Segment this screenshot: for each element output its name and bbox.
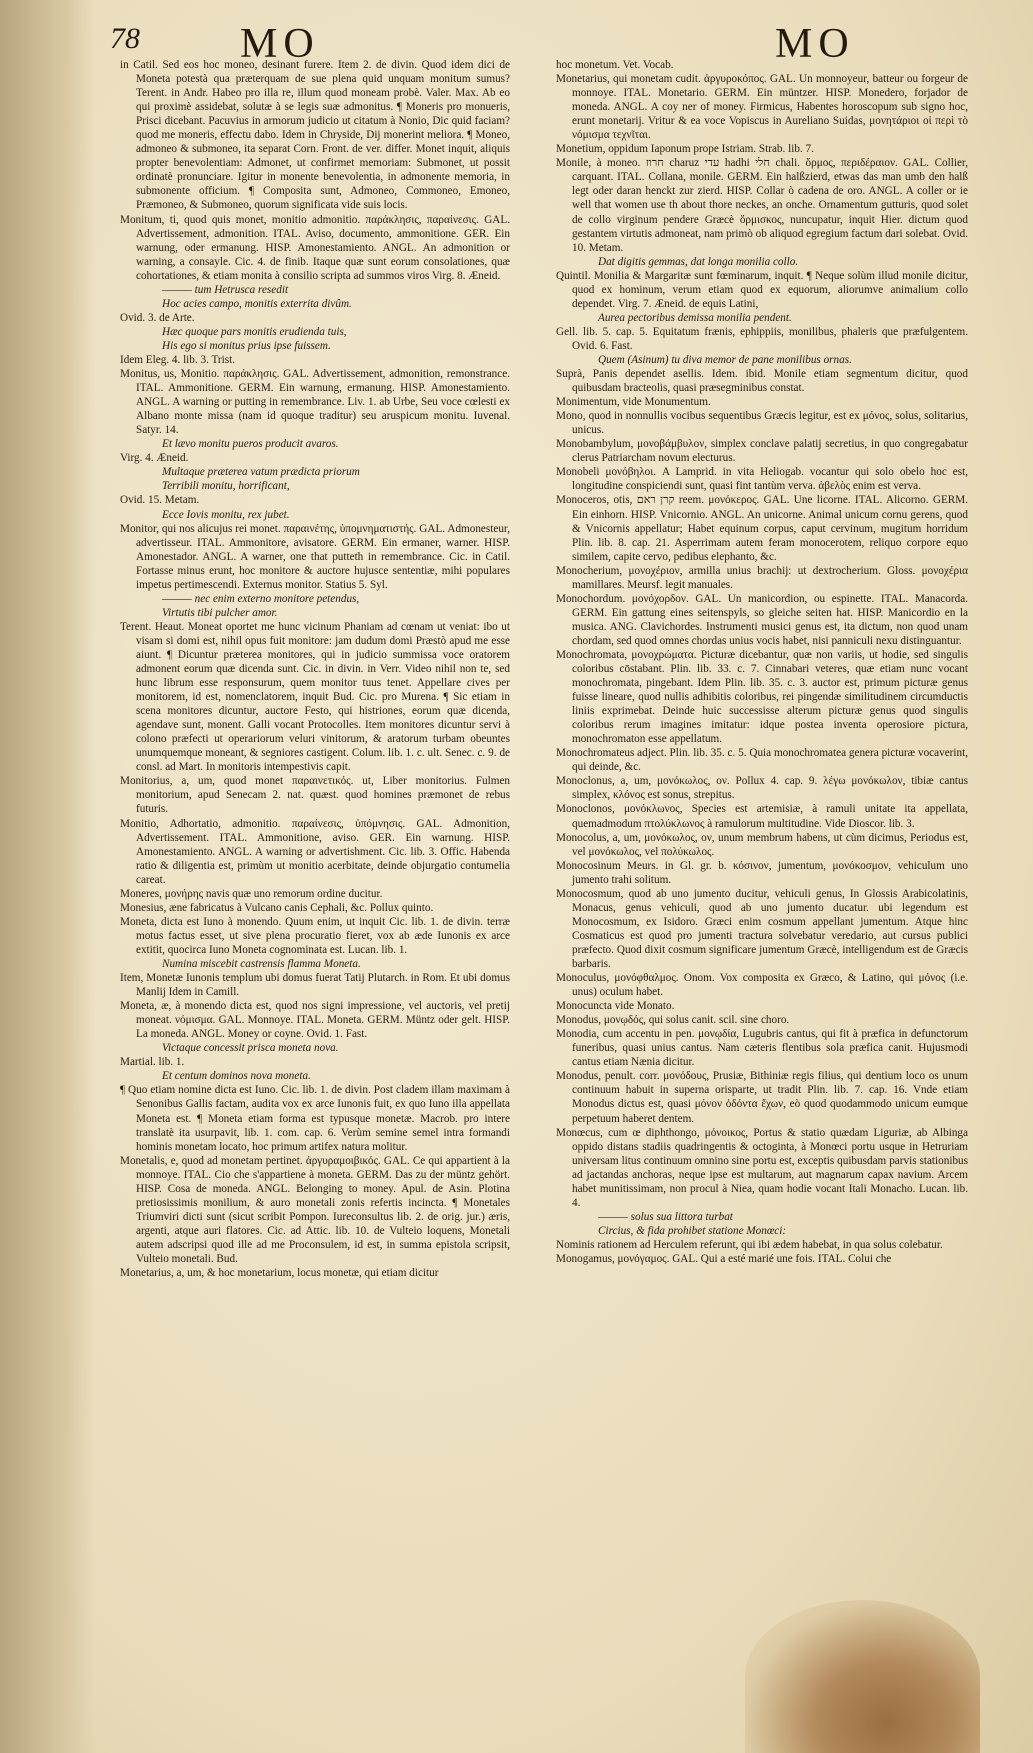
dictionary-entry: Monoclonus, a, um, μονόκωλος, ον. Pollux 4. cap. 9. λέγω μονόκωλον, tibiæ cantus simplex, κλόνος est sonus, strepitus. (556, 775, 968, 802)
page-gutter-shadow (0, 0, 95, 1753)
dictionary-entry: Monimentum, vide Monumentum. (556, 396, 711, 409)
verse-quote: Et lævo monitu pueros producit avaros. (162, 438, 339, 451)
dictionary-entry: Monocosmum, quod ab uno jumento ducitur, vehiculi genus, In Glossis Arabicolatinis, Monacus, genus vehiculi, quod ab uno jumento ducatur. ubi legendum est Monocosmum, ex Isidoro. Græci enim cosmum appellant jumentum. Atque hinc Cosmaticus est quod pro jumenti tractura solvebatur veredario, aut cursus publici præfecto. Quod dixit cosmum significare jumentum Græcè, intelligendum est de Græcis barbaris. (556, 887, 968, 970)
dictionary-entry: Monochromateus adject. Plin. lib. 35. c. 5. Quia monochromatea genera picturæ vocaverint, qui deinde, &c. (556, 747, 968, 774)
dictionary-entry: Monetarius, a, um, & hoc monetarium, locus monetæ, qui etiam dicitur (120, 1267, 439, 1280)
dictionary-entry: Moneta, dicta est Iuno à monendo. Quum enim, ut inquit Cic. lib. 1. de divin. terræ motus factus esset, ut sive plena procuratio fieret, vox ab æde Iunonis ex arce extitit, quocirca Iuno Moneta cognominata est. Lucan. lib. 1. (120, 915, 510, 956)
dictionary-entry: Virg. 4. Æneid. (120, 452, 189, 465)
dictionary-entry: Monile, à moneo. חרוז charuz עדי hadhi חלי chali. ὅρμος, περιδέραιον. GAL. Collier, carquant. ITAL. Collana, monile. GERM. Ein halßzierd, etwas das man umb den halß legt oder daran henckt zur zierd. HISP. Collar ò cadena de oro. ANGL. A coller or ie well that women use th about thore neckes, an onche. Ornamentum gutturis, quod solet de collo virginum pendere Græcè ὅρμισκος, nuncupatur, inquit Hier. dictum quod gestantem virtutis admoneat, nam primò ob aliquod egregium factum dari solebat. Ovid. 10. Metam. (556, 157, 968, 254)
running-head-right: MO (775, 21, 855, 67)
left-column (120, 58, 510, 1698)
dictionary-entry: Quintil. Monilia & Margaritæ sunt fœminarum, inquit. ¶ Neque solùm illud monile dicitur, quod ex hominum, verum etiam quod ex equorum, aliorumve animalium collo dependet. Virg. 7. Æneid. de equis Latini, (556, 269, 968, 310)
verse-quote: Virtutis tibi pulcher amor. (162, 606, 278, 619)
dictionary-entry: Monocosinum Meurs. in Gl. gr. b. κόσινον, jumentum, μονόκοσμον, vehiculum uno jumento trahi solitum. (556, 859, 968, 886)
dictionary-entry: Idem Eleg. 4. lib. 3. Trist. (120, 353, 235, 366)
verse-quote: ——— tum Hetrusca resedit (162, 283, 289, 296)
verse-quote: Victaque concessit prisca moneta nova. (162, 1042, 339, 1055)
dictionary-entry: in Catil. Sed eos hoc moneo, desinant furere. Item 2. de divin. Quod idem dici de Moneta potestà qua præterquam de sue plena quid unquam monitum sumus? Terent. in Andr. Habeo pro illa re, illum quod moneam probè. Valer. Max. Ab eo qui proximè assidebat, solutæ à se legis suæ admonitus. ¶ Moneris pro monueris, Prisci dicebant. Pacuvius in armorum judicio ut citatum à Nonio, Dic quid faciam? quod me moneris, effectu dabo. Idem in Chryside, Dij monerint meliora. ¶ Moneo, admoneo & submoneo, ita separat Corn. Front. de ver. differ. Monet inquit, aliquis propter benevolentiam: Admonet, ut confirmet memoriam: Submonet, ut possit ordinatè pronunciare. Igitur in monente benevolentia, in admonente memoria, in submonente officium. ¶ Composita sunt, Admoneo, Commoneo, Emoneo, Præmoneo, & Submoneo, quorum significata vide suis locis. (120, 59, 510, 212)
dictionary-entry: Monetium, oppidum Iaponum prope Istriam. Strab. lib. 7. (556, 143, 814, 156)
dictionary-entry: Monocherium, μονοχέριον, armilla unius brachij: ut dextrocherium. Gloss. μονοχέρια mamillares. Meursf. legit manuales. (556, 564, 968, 591)
dictionary-entry: Monodus, μονῳδός, qui solus canit. scil. sine choro. (556, 1014, 790, 1027)
dictionary-entry: Monochordum. μονόχορδον. GAL. Un manicordion, ou espinette. ITAL. Manacorda. GERM. Ein gattung eines seitenspyls, so gleiche seiten hat. HISP. Manicordio en la musica. ANG. Clavichordes. Instrumenti musici genus est, ita dictum, non quod unam chordam, sed quod omnes chordas unius vocis habet, nisi panniculi nexu distinguantur. (556, 592, 968, 647)
dictionary-entry: Monodia, cum accentu in pen. μονῳδία, Lugubris cantus, qui fit à præfica in defunctorum funeribus, quasi unius cantus. Nam cæteris flentibus sola præfica canit. Hujusmodi cantus etiam Nænia dicitur. (556, 1028, 968, 1069)
verse-quote: Circius, & fida prohibet statione Monœci: (598, 1224, 787, 1237)
dictionary-entry: Monobambylum, μονοβάμβυλον, simplex conclave palatij secretius, in quo congregabatur clerus Patriarcham novum electurus. (556, 438, 968, 465)
dictionary-entry: ¶ Quo etiam nomine dicta est Iuno. Cic. lib. 1. de divin. Post cladem illam maximam à Senonibus Gallis factam, audita vox ex arce Iunonis fuit, ex quo Iuno illa appellata Moneta est. ¶ Moneta etiam forma est typusque monetæ. Macrob. pro intere translatè ita usurpavit, lib. 1. com. cap. 6. Verùm semine semel intra formandi hominis monetam locato, hoc primum artifex natura molitur. (120, 1084, 510, 1153)
dictionary-entry: Ovid. 3. de Arte. (120, 311, 195, 324)
dictionary-entry: hoc monetum. Vet. Vocab. (556, 59, 674, 71)
water-stain (745, 1600, 980, 1753)
dictionary-entry: Item, Monetæ Iunonis templum ubi domus fuerat Tatij Plutarch. in Rom. Et ubi domus Manlij Idem in Camill. (120, 972, 510, 999)
verse-quote: Hæc quoque pars monitis erudienda tuis, (162, 325, 347, 338)
dictionary-entry: Monitio, Adhortatio, admonitio. παραίνεσις, ὑπόμνησις. GAL. Admonition, Advertissement. ITAL. Ammonitione, aviso. GER. Ein warnung. HISP. Amonestamiento. ANGL. A warning or advertishment. Cic. lib. 3. Offic. Habenda ratio & diligentia est, primùm ut monitio acerbitate, deinde objurgatio contumelia careat. (120, 817, 510, 886)
dictionary-entry: Monoclonos, μονόκλωνος, Species est artemisiæ, à ramuli unitate ita appellata, quemadmodum πτολύκλωνος à ramulorum multitudine. Vide Dioscor. lib. 3. (556, 803, 968, 830)
dictionary-entry: Monocolus, a, um, μονόκωλος, ον, unum membrum habens, ut cùm dicimus, Periodus est, vel μονόκωλος, vel πολύκωλος. (556, 831, 968, 858)
dictionary-entry: Monitum, ti, quod quis monet, monitio admonitio. παράκλησις, παραίνεσις. GAL. Advertissement, admonition. ITAL. Aviso, documento, ammonitione. GER. Ein warnung, oder ermanung. HISP. Amonestamiento. ANGL. An admonition or warning, a consayle. Cic. 4. de finib. Itaque quæ sunt eorum consolationes, quæ cohortationes, & etiam monita à consilio scripta ad summos viros Virg. 8. Æneid. (120, 213, 510, 282)
dictionary-entry: Monetalis, e, quod ad monetam pertinet. ἀργυραμοιβικός. GAL. Ce qui appartient à la monnoye. ITAL. Cio che s'appartiene à moneta. GERM. Das zu der müntz gehört. HISP. Cosa de moneda. ANGL. Belonging to money. Apul. de Asin. Plotina pretiosissimis monilium, & auro monetali zonis refertis incincta. ¶ Monetales Triumviri dicti sunt (sicut scribit Pompon. Iureconsultus lib. 2. de orig. jur.) æris, argenti, atque auri flatores. Cic. ad Attic. lib. 10. de Vulteio loquens, Monetali autem adscripsi quod ille ad me Proconsulem, id est, in summa epistola scripsit, Vulteio monetali. Bud. (120, 1154, 510, 1265)
verse-quote: Quem (Asinum) tu diva memor de pane monilibus ornas. (598, 353, 852, 366)
right-column (556, 58, 968, 1698)
dictionary-entry: Monobeli μονόβηλοι. A Lamprid. in vita Heliogab. vocantur qui solo obelo hoc est, longitudine conspiciendi sunt, quasi fint tantùm verva. ἀβελὸς enim est verva. (556, 466, 968, 493)
dictionary-entry: Monitorius, a, um, quod monet παραινετικός. ut, Liber monitorius. Fulmen monitorium, apud Senecam 2. nat. quæst. quod homines præmonet de rebus futuris. (120, 775, 510, 816)
verse-quote: Hoc acies campo, monitis exterrita divûm. (162, 297, 352, 310)
dictionary-entry: Martial. lib. 1. (120, 1056, 185, 1069)
dictionary-entry: Terent. Heaut. Moneat oportet me hunc vicinum Phaniam ad cœnam ut veniat: ibo ut visam si domi est, nihil opus fuit monitore: jam dudum domi Præstò apud me esse aiunt. ¶ Dicuntur præterea monitores, qui in judicio summissa voce oratorem admonent eorum quæ dicenda sunt. Cic. in divin. in Verr. Video nihil non te, sed hunc librum esse responsurum, quem monitor tuus tenet. Appellare cives per monitorem, id est, nomenclatorem, inquit Bud. Cic. pro Murena. ¶ Sic etiam in scena monitores dicuntur, auctore Festo, qui histriones, eorum quæ dicenda, agendave sunt, monent. Galli vocant Protocolles. Item monitores dicuntur servi à colono præfecti ut operariorum veluri vinitorum, & aratorum turbam obeuntes unumquemque moneant, & segniores castigent. Colum. lib. 1. c. ult. Senec. c. 9. de consl. ad Mart. In monitoris intempestivis capit. (120, 620, 510, 774)
dictionary-entry: Monitor, qui nos alicujus rei monet. παραινέτης, ὑπομνηματιστής. GAL. Admonesteur, advertisseur. ITAL. Ammonitore, avisatore. GERM. Ein ermaner, warner. HISP. Amonestador. ANGL. A warner, one that putteth in remembrance. Cic. in Catil. Fortasse minus erunt, hoc monitore & auctore hujusce sententiæ, mihi populares impetus pertimescendi. Externus monitor. Statius 5. Syl. (120, 522, 510, 591)
dictionary-entry: Moneta, æ, à monendo dicta est, quod nos signi impressione, vel auctoris, vel pretij moneat. νόμισμα. GAL. Monnoye. ITAL. Moneta. GERM. Müntz oder gelt. HISP. La moneda. ANGL. Money or coyne. Ovid. 1. Fast. (120, 1000, 510, 1041)
dictionary-entry: Monogamus, μονόγαμος. GAL. Qui a esté marié une fois. ITAL. Colui che (556, 1252, 892, 1265)
verse-quote: Ecce Iovis monitu, rex jubet. (162, 508, 290, 521)
verse-quote: Aurea pectoribus demissa monilia pendent. (598, 311, 792, 324)
verse-quote: ——— nec enim externo monitore petendus, (162, 592, 360, 605)
dictionary-entry: Monitus, us, Monitio. παράκλησις. GAL. Advertissement, admonition, remonstrance. ITAL. Ammonitione. GERM. Ein warnung, ermanung. HISP. Amonestamiento. ANGL. A warning or putting in remembrance. Liv. 1. ab Urbe, Seu voce cœlesti ex Albano monte missa (nam id quoque traditur) seu aruspicum monitu. Iuvenal. Satyr. 14. (120, 368, 510, 437)
dictionary-entry: Nominis rationem ad Herculem referunt, qui ibi ædem habebat, in qua solus colebatur. (556, 1238, 943, 1251)
running-head-left: MO (240, 21, 320, 67)
verse-quote: Numina miscebit castrensis flamma Moneta. (162, 958, 361, 970)
verse-quote: His ego si monitus prius ipse fuissem. (162, 339, 331, 352)
verse-quote: Dat digitis gemmas, dat longa monilia collo. (598, 255, 799, 268)
dictionary-entry: Monoculus, μονόφθαλμος. Onom. Vox composita ex Græco, & Latino, qui μόνος (i.e. unus) oculum habet. (556, 972, 968, 999)
dictionary-entry: Moneres, μονήρης navis quæ uno remorum ordine ducitur. (120, 887, 383, 900)
dictionary-entry: Suprà, Panis dependet asellis. Idem. ibid. Monile etiam segmentum dicitur, quod quibusdam bracteolis, quasi præsegminibus constat. (556, 368, 968, 395)
dictionary-entry: Monodus, penult. corr. μονόδους, Prusiæ, Bithiniæ regis filius, qui dentium loco os unum continuum habuit in superna orisparte, ut tradit Plin. lib. 7. cap. 16. Vnde etiam Monodus dictus est, quasi μόνον ὀδόντα ἔχων, eò quod quodammodo unicum eumque perpetuum haberet dentem. (556, 1070, 968, 1125)
dictionary-entry: Monocuncta vide Monato. (556, 1000, 675, 1013)
dictionary-entry: Monetarius, qui monetam cudit. ἀργυροκόπος. GAL. Un monnoyeur, batteur ou forgeur de monnoye. ITAL. Monetario. GERM. Ein müntzer. HISP. Monedero, forjador de moneda. ANGL. A coy ner of money. Firmicus, Habentes horoscopum sub signo hoc, erunt monetarij. Vritur & ea voce Vopiscus in Aureliano Suidas, μονητάριοι οἱ περὶ τὸ νόμισμα τεχνῖται. (556, 73, 968, 142)
dictionary-entry: Gell. lib. 5. cap. 5. Equitatum frænis, ephippiis, monilibus, phaleris que præfulgentem. Ovid. 6. Fast. (556, 325, 968, 352)
dictionary-entry: Monochromata, μονοχρώματα. Picturæ dicebantur, quæ non variis, ut hodie, sed singulis coloribus cōstabant. Plin. lib. 33. c. 7. Cinnabari veteres, quæ etiam nunc vocant monochromata, pingebant. Idem Plin. lib. 35. c. 3. auctor est, primum picturæ genus fuisse lineare, quod nullis adhibitis coloribus, rei pingendæ similitudinem circumductis liniis exprimebat. Deinde huic successisse alterum picturæ genus quod singulis coloribus rerum imagines imitatur: idque postea inventa operosiore pictura, monochromaton esse appellatum. (556, 648, 968, 746)
dictionary-entry: Monœcus, cum œ diphthongo, μόνοικος, Portus & statio quædam Liguriæ, ab Albinga oppido distans stadiis quadringentis & octoginta, à Monœci portu usque in Hetruriam universam litus continuum omnino sine portu est, exceptis quibusdam parvis stationibus ad jactandas anchoras, neque ipse est multarum, aut magnarum capax navium. Arcem habet munitissimam, non procul à Niea, quam hodie vocant Itali Monacho. Lucan. lib. 4. (556, 1126, 968, 1209)
verse-quote: ——— solus sua littora turbat (598, 1210, 733, 1223)
page-number: 78 (110, 22, 140, 55)
verse-quote: Terribili monitu, horrificant, (162, 480, 290, 493)
dictionary-entry: Monoceros, otis, קרן ראם reem. μονόκερος. GAL. Une licorne. ITAL. Alicorno. GERM. Ein einhorn. HISP. Vnicornio. ANGL. An unicorne. Animal unicum cornu gerens, quod & Vnicornis appellatur; Habet equinum corpus, caput cervinum, mugitum horridum Plin. lib. 8. cap. 21. Asperrimam autem feram monocerotem, reliquo corpore equo similem, capite cervo, pedibus elephanto, &c. (556, 494, 968, 563)
dictionary-entry: Monesius, æne fabricatus à Vulcano canis Cephali, &c. Pollux quinto. (120, 901, 434, 914)
dictionary-entry: Mono, quod in nonnullis vocibus sequentibus Græcis legitur, est ex μόνος, solus, solitarius, unicus. (556, 410, 968, 437)
dictionary-entry: Ovid. 15. Metam. (120, 494, 200, 507)
verse-quote: Multaque præterea vatum prædicta priorum (162, 466, 360, 479)
verse-quote: Et centum dominos nova moneta. (162, 1070, 311, 1083)
